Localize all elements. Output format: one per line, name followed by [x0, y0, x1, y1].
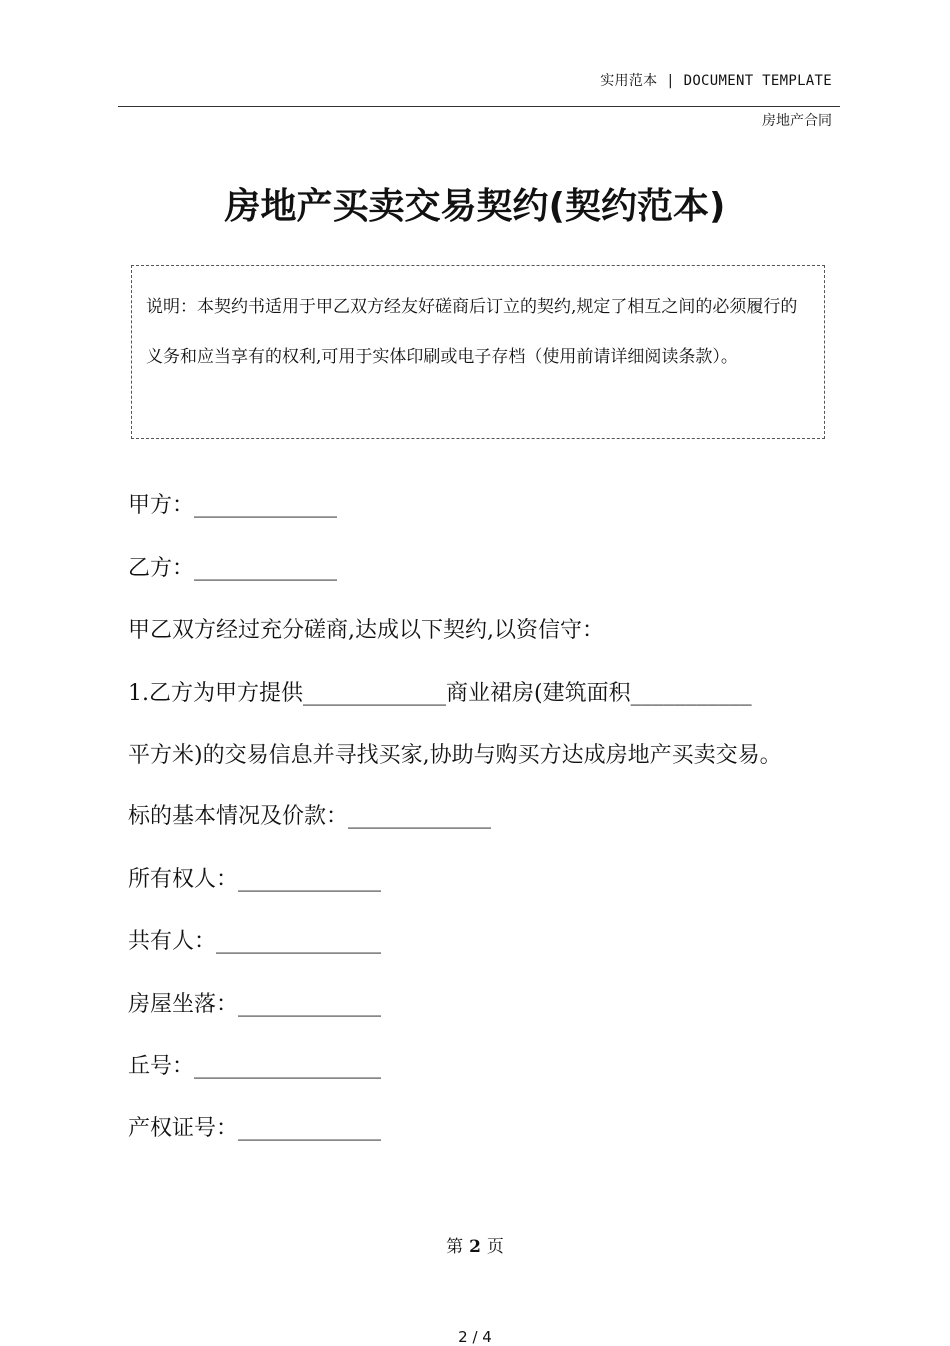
page-count: 2 / 4: [458, 1328, 492, 1346]
parcel-number-line: 丘号：_________________: [128, 1054, 382, 1079]
owner-line: 所有权人：_____________: [128, 867, 382, 892]
header-category-label: 房地产合同: [762, 113, 832, 129]
page-prefix: 第: [446, 1237, 464, 1257]
clause-1-line-2: 平方米)的交易信息并寻找买家,协助与购买方达成房地产买卖交易。: [128, 743, 782, 768]
location-line: 房屋坐落：_____________: [128, 992, 382, 1017]
subject-price-line: 标的基本情况及价款：_____________: [128, 804, 492, 829]
document-title: 房地产买卖交易契约(契约范本): [224, 186, 726, 227]
agreement-intro-line: 甲乙双方经过充分磋商,达成以下契约,以资信守：: [128, 618, 604, 643]
party-a-line: 甲方：_____________: [128, 493, 338, 518]
header-divider: [118, 106, 840, 107]
header-template-label: 实用范本 | DOCUMENT TEMPLATE: [600, 73, 832, 89]
clause-1-line-1: 1.乙方为甲方提供_____________商业裙房(建筑面积___________: [128, 681, 752, 706]
page-number-value: 2: [469, 1237, 481, 1257]
note-text: 说明：本契约书适用于甲乙双方经友好磋商后订立的契约,规定了相互之间的必须履行的义务和应当享有的权利,可用于实体印刷或电子存档（使用前请详细阅读条款）。: [146, 297, 798, 367]
note-box: [131, 265, 825, 439]
page-number: [0, 1232, 950, 1257]
title-cert-line: 产权证号：_____________: [128, 1116, 382, 1141]
party-b-line: 乙方：_____________: [128, 556, 338, 581]
co-owner-line: 共有人：_______________: [128, 929, 382, 954]
page-suffix: 页: [486, 1237, 504, 1257]
